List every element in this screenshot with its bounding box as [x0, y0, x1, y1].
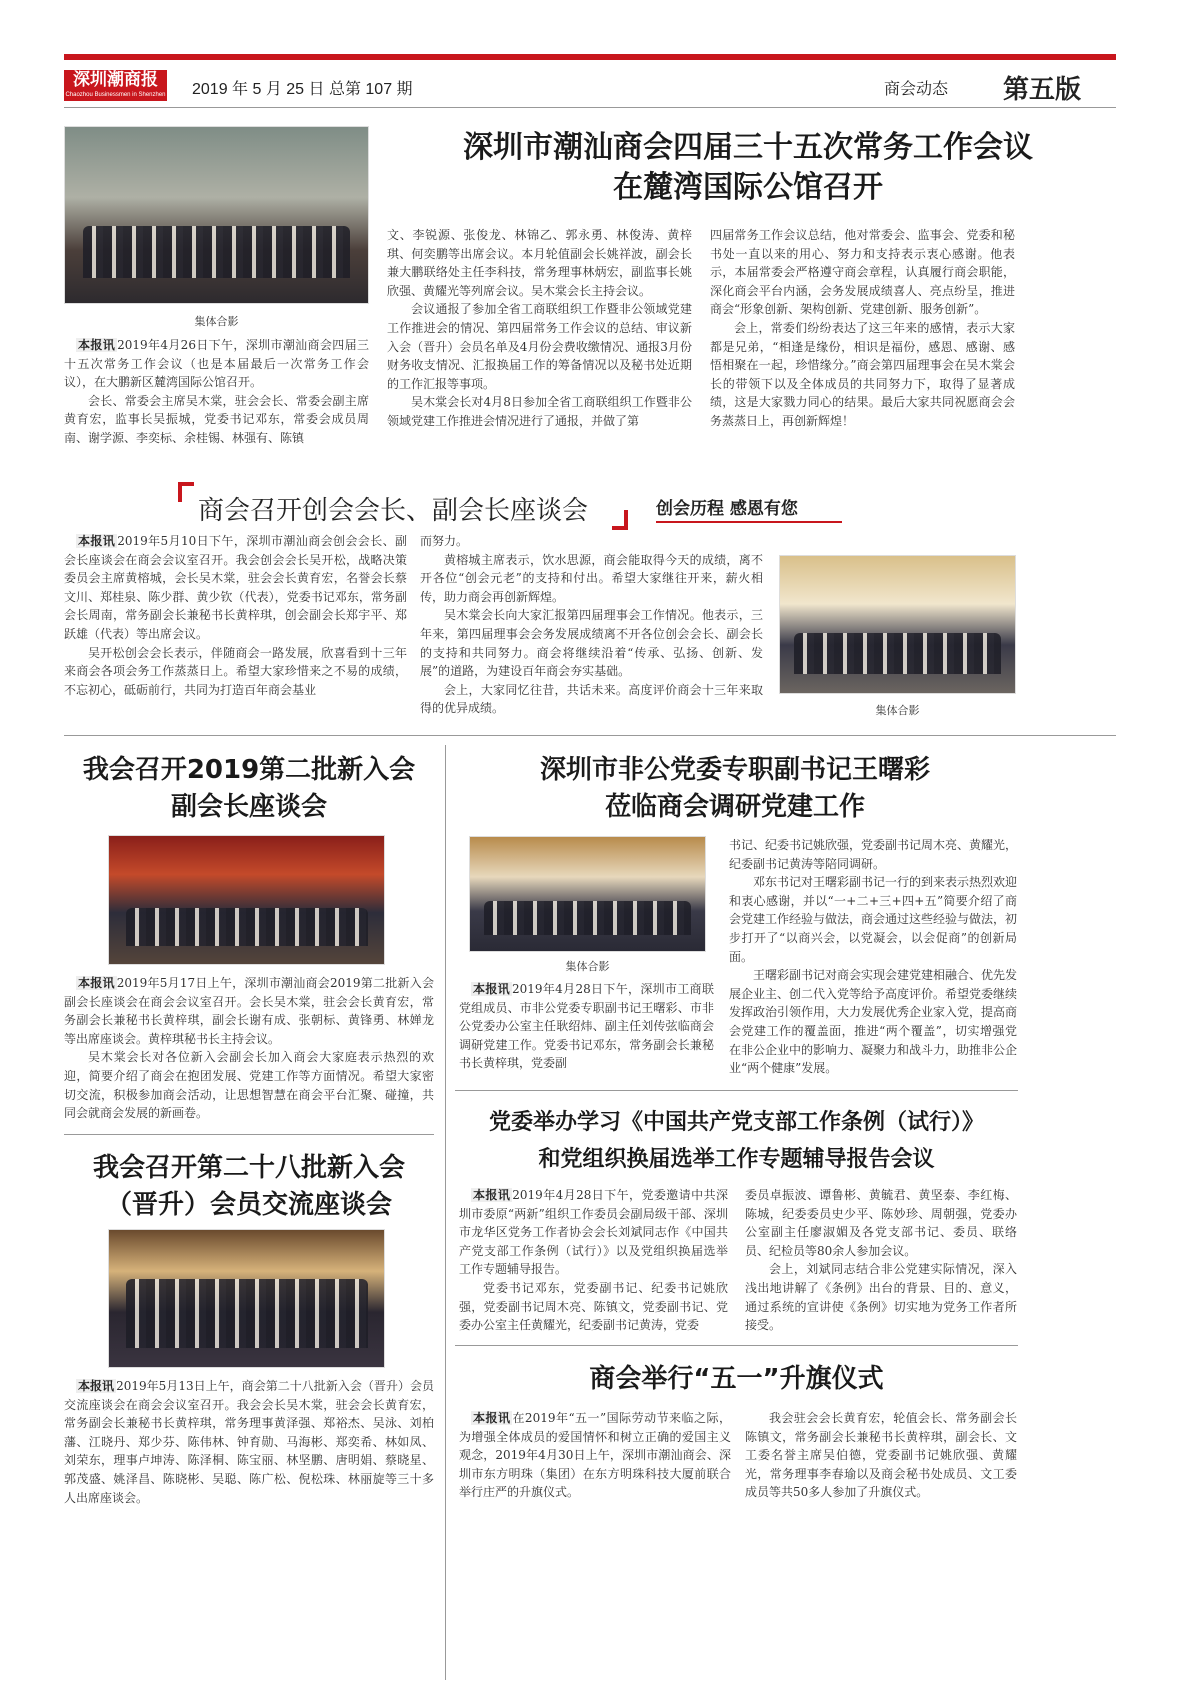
article-a7-col1: [459, 1409, 731, 1502]
logo-text: 深圳潮商报: [73, 70, 158, 90]
paragraph: 2019年4月26日下午，深圳市潮汕商会四届三十五次常务工作会议（也是本届最后一次常务工作会议），在大鹏新区麓湾国际公馆召开。: [64, 338, 369, 390]
meeting-photo-3: [108, 835, 385, 965]
headline-a1-line1: 深圳市潮汕商会四届三十五次常务工作会议: [463, 130, 1033, 165]
headline-a4-line1: 深圳市非公党委专职副书记王曙彩: [539, 755, 930, 785]
masthead: [64, 64, 1116, 108]
divider: [64, 1134, 434, 1135]
paragraph: 2019年4月28日下午，党委邀请中共深圳市委原“两新”组织工作委员会副局级干部、深圳市龙华区党务工作者协会会长刘斌同志作《中国共产党支部工作条例（试行）》以及党组织换届选举工作专题辅导报告。: [459, 1188, 728, 1277]
paragraph: 吴开松创会会长表示，伴随商会一路发展，欣喜看到十三年来商会各项会务工作蒸蒸日上。希望大家珍惜来之不易的成绩，不忘初心，砥砺前行，共同为打造百年商会基业: [64, 645, 407, 697]
paragraph: 我会驻会会长黄育宏，轮值会长、常务副会长陈镇文，常务副会长兼秘书长黄梓琪，副会长、文工委名誉主席吴伯德，党委副书记姚欣强、黄耀光，常务理事李春瑜以及商会秘书处成员、文工委成员等共50多人参加了升旗仪式。: [745, 1411, 1017, 1500]
article-a7-col2: [745, 1409, 1017, 1502]
headline-a4-line2: 莅临商会调研党建工作: [604, 792, 865, 822]
group-photo-5: [108, 1229, 385, 1368]
article-a2-col2: [420, 532, 763, 718]
paragraph: 会议通报了参加全省工商联组织工作暨非公领域党建工作推进会的情况、第四届常务工作会议的总结、审议新入会（晋升）会员名单及4月份会费收缴情况、通报3月份财务收支情况、汇报换届工作的筹备情况以及秘书处近期的工作汇报等事项。: [387, 302, 692, 391]
headline-a5-line1: 我会召开第二十八批新入会: [92, 1153, 405, 1183]
newspaper-logo: [64, 70, 167, 101]
paragraph: 2019年4月28日下午，深圳市工商联党组成员、市非公党委专职副书记王曙彩、市非公党委办公室主任耿绍炜、副主任刘传弦临商会调研党建工作。党委书记邓东，常务副会长兼秘书长黄梓琪，党委副: [459, 982, 714, 1071]
article-a6-col2: [745, 1186, 1017, 1335]
headline-a6-line2: 和党组织换届选举工作专题辅导报告会议: [538, 1147, 935, 1172]
news-tag: 本报讯: [78, 338, 116, 352]
news-tag: 本报讯: [473, 1188, 511, 1202]
paragraph: 王曙彩副书记对商会实现会建党建相融合、优先发展企业主、创二代入党等给予高度评价。希望党委继续发挥政治引领作用，大力发展优秀企业家入党，提高商会党建工作的覆盖面，推进“两个覆盖”，切实增强党在非公企业中的影响力、凝聚力和战斗力，助推非公企业“两个健康”发展。: [729, 968, 1018, 1076]
photo-caption: 集体合影: [194, 315, 239, 328]
headline-a2-sub: 创会历程 感恩有您: [656, 494, 842, 523]
news-tag: 本报讯: [473, 982, 510, 996]
paragraph: 会上，常委们纷纷表达了这三年来的感情，表示大家都是兄弟，“相逢是缘份，相识是福份，感恩、感谢、感悟相聚在一起，珍惜缘分。”商会第四届理事会在吴木棠会长的带领下以及全体成员的共同努力下，取得了显著成绩，这是大家戮力同心的结果。最后大家共同祝愿商会会务蒸蒸日上，再创新辉煌！: [710, 320, 1015, 428]
edition-number: 第五版: [1003, 75, 1082, 105]
paragraph: 会上，大家同忆往昔，共话未来。高度评价商会十三年来取得的优异成绩。: [420, 682, 763, 716]
photo-caption: 集体合影: [565, 960, 610, 973]
divider: [455, 1345, 1018, 1346]
paragraph: 四届常务工作会议总结，他对常委会、监事会、党委和秘书处一直以来的用心、努力和支持表示衷心感谢。他表示，本届常委会严格遵守商会章程，认真履行商会职能，深化商会平台内涵，会务发展成绩喜人、亮点纷呈，推进商会“形象创新、架构创新、党建创新、服务创新”。: [710, 228, 1015, 317]
headline-a5-line2: （晋升）会员交流座谈会: [105, 1190, 392, 1220]
column-divider: [445, 745, 446, 1680]
news-tag: 本报讯: [78, 976, 115, 990]
headline-bracket-right: [612, 510, 628, 530]
photo-caption: 集体合影: [875, 704, 920, 717]
article-a2-col1: [64, 532, 407, 699]
paragraph: 邓东书记对王曙彩副书记一行的到来表示热烈欢迎和衷心感谢，并以“一+二+三+四+五”简要介绍了商会党建工作经验与做法，商会通过这些经验与做法，初步打开了“以商兴会，以党凝会，以会促商”的创新局面。: [729, 875, 1018, 964]
masthead-rule: [64, 54, 1116, 60]
paragraph: 吴木棠会长对各位新入会副会长加入商会大家庭表示热烈的欢迎，简要介绍了商会在抱团发展、党建工作等方面情况。希望大家密切交流，积极参加商会活动，让思想智慧在商会平台汇聚、碰撞，共同会就商会发展的新画卷。: [64, 1050, 434, 1121]
headline-a7: 商会举行“五一”升旗仪式: [589, 1364, 884, 1394]
headline-a2: 商会召开创会会长、副会长座谈会: [198, 496, 589, 526]
paragraph: 2019年5月17日上午，深圳市潮汕商会2019第二批新入会副会长座谈会在商会会议室召开。会长吴木棠，驻会会长黄育宏，常务副会长兼秘书长黄梓琪，副会长谢有成、张朝标、黄锋勇、林婵龙等出席座谈会。黄梓琪秘书长主持会议。: [64, 976, 434, 1046]
paragraph: 会长、常委会主席吴木棠，驻会会长、常委会副主席黄育宏，监事长吴振城，党委书记邓东，常委会成员周南、谢学源、李奕标、余桂锡、林强有、陈镇: [64, 393, 369, 445]
headline-a3-line1: 我会召开2019第二批新入会: [82, 755, 416, 785]
section-name: 商会动态: [884, 79, 949, 98]
article-a6-col1: [459, 1186, 728, 1335]
group-photo-4: [469, 836, 706, 952]
paragraph: 党委书记邓东，党委副书记、纪委书记姚欣强，党委副书记周木亮、陈镇文，党委副书记、党委办公室主任黄耀光，纪委副书记黄涛，党委: [459, 1280, 728, 1333]
article-a4-col1: [459, 980, 714, 1073]
paragraph: 会上，刘斌同志结合非公党建实际情况，深入浅出地讲解了《条例》出台的背景、目的、意义，通过系统的宣讲使《条例》切实地为党务工作者所接受。: [745, 1262, 1017, 1333]
logo-subtext: Chaozhou Businessmen in Shenzhen: [65, 92, 166, 98]
headline-a3-line2: 副会长座谈会: [170, 792, 327, 822]
issue-date: 2019 年 5 月 25 日 总第 107 期: [192, 81, 413, 98]
paragraph: 书记、纪委书记姚欣强，党委副书记周木亮、黄耀光，纪委副书记黄涛等陪同调研。: [729, 838, 1018, 871]
headline-bracket-left: [178, 482, 194, 502]
article-a1-col3: [710, 226, 1015, 431]
paragraph: 吴木棠会长对4月8日参加全省工商联组织工作暨非公领域党建工作推进会情况进行了通报，并做了第: [387, 395, 692, 428]
group-photo-1: [64, 126, 369, 304]
news-tag: 本报讯: [78, 534, 116, 548]
paragraph: 委员卓振波、谭鲁彬、黄毓君、黄坚泰、李红梅、陈城，纪委委员史少平、陈妙珍、周朝强，党委办公室副主任廖淑媚及各党支部书记、委员、联络员、纪检员等80余人参加会议。: [745, 1188, 1017, 1258]
paragraph: 文、李锐源、张俊龙、林锦乙、郭永勇、林俊涛、黄梓琪、何奕鹏等出席会议。本月轮值副会长姚祥波，副会长兼大鹏联络处主任李科技，常务理事林炳宏，副监事长姚欣强、黄耀光等列席会议。吴木棠会长主持会议。: [387, 228, 692, 298]
paragraph: 2019年5月10日下午，深圳市潮汕商会创会会长、副会长座谈会在商会会议室召开。我会创会会长吴开松，战略决策委员会主席黄榕城，会长吴木棠，驻会会长黄育宏，名誉会长蔡文川、郑桂泉、陈少群、黄少钦（代表），党委书记邓东，常务副会长周南，常务副会长兼秘书长黄梓琪，创会副会长郑宇平、郑跃雄（代表）等出席会议。: [64, 534, 407, 641]
news-tag: 本报讯: [78, 1379, 115, 1393]
paragraph: 在2019年“五一”国际劳动节来临之际，为增强全体成员的爱国情怀和树立正确的爱国主义观念，2019年4月30日上午，深圳市潮汕商会、深圳市东方明珠（集团）在东方明珠科技大厦前联合举行庄严的升旗仪式。: [459, 1411, 731, 1500]
article-a1-col1: [64, 336, 369, 448]
article-a1-col2: [387, 226, 692, 431]
paragraph: 吴木棠会长向大家汇报第四届理事会工作情况。他表示，三年来，第四届理事会会务发展成绩离不开各位创会会长、副会长的支持和共同努力。商会将继续沿着“传承、弘扬、创新、发展”的道路，为建设百年商会夯实基础。: [420, 608, 763, 679]
news-tag: 本报讯: [473, 1411, 511, 1425]
divider: [64, 735, 1116, 736]
headline-a1-line2: 在麓湾国际公馆召开: [613, 170, 883, 205]
group-photo-2: [779, 555, 1016, 694]
headline-a6-line1: 党委举办学习《中国共产党支部工作条例（试行）》: [488, 1110, 984, 1135]
article-a4-col2: [729, 836, 1017, 1078]
paragraph: 黄榕城主席表示，饮水思源，商会能取得今天的成绩，离不开各位“创会元老”的支持和付出。希望大家继往开来，薪火相传，助力商会再创新辉煌。: [420, 552, 763, 604]
article-a3: [64, 974, 434, 1123]
article-a5: [64, 1377, 434, 1507]
paragraph: 而努力。: [420, 534, 469, 548]
divider: [455, 1090, 1018, 1091]
paragraph: 2019年5月13日上午，商会第二十八批新入会（晋升）会员交流座谈会在商会会议室召开。我会会长吴木棠，驻会会长黄育宏，常务副会长兼秘书长黄梓琪，常务理事黄泽强、郑裕杰、吴泳、刘柏藩、江晓丹、郑少芬、陈伟林、钟育勋、马海彬、郑奕希、林如凤、刘荣东，理事卢坤涛、陈泽桐、陈宝丽、林坚鹏、唐明娟、蔡晓星、郭茂盛、姚泽昌、陈晓彬、吴聪、陈广松、倪松珠、林丽旋等三十多人出席座谈会。: [64, 1379, 434, 1505]
